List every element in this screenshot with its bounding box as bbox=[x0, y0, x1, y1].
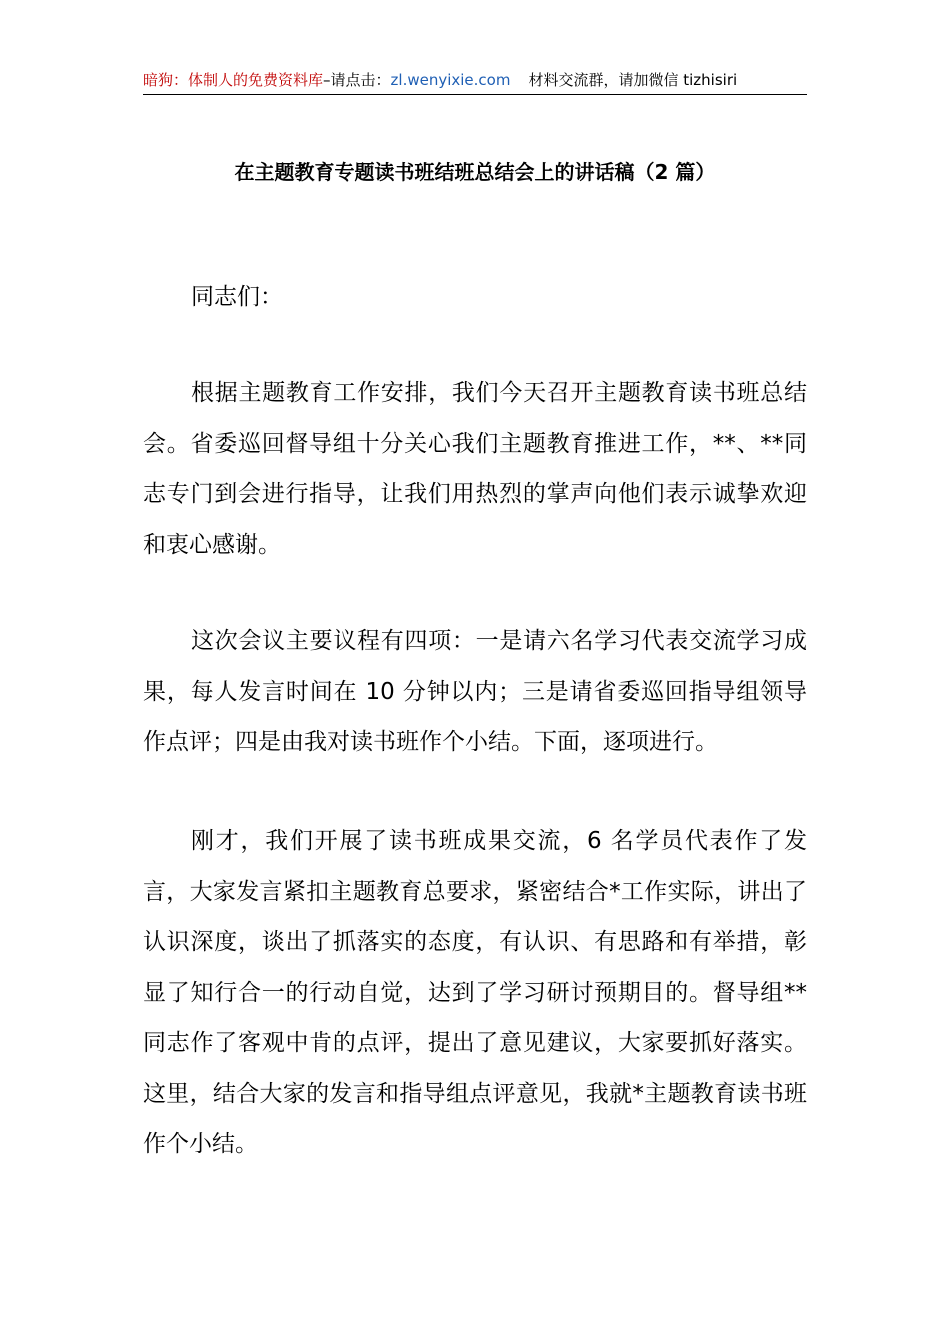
header-brand: 暗狗：体制人的免费资料库 bbox=[143, 71, 324, 89]
header-group-info: 材料交流群，请加微信 tizhisiri bbox=[528, 71, 738, 89]
header-link[interactable]: zl.wenyixie.com bbox=[390, 71, 511, 89]
paragraph-1: 根据主题教育工作安排，我们今天召开主题教育读书班总结会。省委巡回督导组十分关心我们主题教育推进工作，**、**同志专门到会进行指导，让我们用热烈的掌声向他们表示诚挚欢迎和衷心感谢。 bbox=[143, 380, 807, 558]
header-prompt: –请点击： bbox=[323, 71, 391, 89]
document-title: 在主题教育专题读书班结班总结会上的讲话稿（2 篇） bbox=[234, 160, 716, 184]
salutation: 同志们： bbox=[191, 284, 283, 310]
paragraph-3: 刚才，我们开展了读书班成果交流，6 名学员代表作了发言，大家发言紧扣主题教育总要求，紧密结合*工作实际，讲出了认识深度，谈出了抓落实的态度，有认识、有思路和有举措，彰显了知行合一的行动自觉，达到了学习研讨预期目的。督导组**同志作了客观中肯的点评，提出了意见建议，大家要抓好落实。这里，结合大家的发言和指导组点评意见，我就*主题教育读书班作个小结。 bbox=[143, 828, 807, 1157]
page-header bbox=[143, 68, 807, 95]
paragraph-2: 这次会议主要议程有四项：一是请六名学习代表交流学习成果，每人发言时间在 10 分钟以内；三是请省委巡回指导组领导作点评；四是由我对读书班作个小结。下面，逐项进行。 bbox=[143, 628, 807, 755]
